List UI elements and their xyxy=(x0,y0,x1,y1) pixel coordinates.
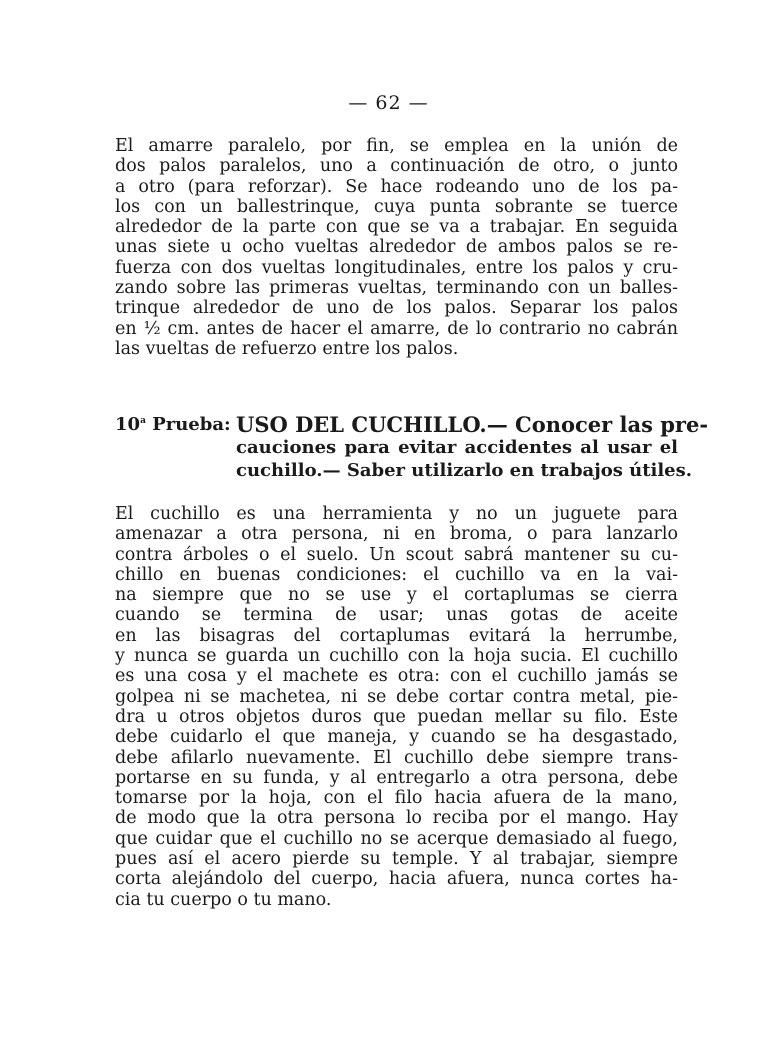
text-line: fuerza con dos vueltas longitudinales, entre los palos y cru- xyxy=(115,257,678,278)
text-line: trinque alrededor de uno de los palos. Separar los palos xyxy=(115,298,678,319)
page-number: — 62 — xyxy=(348,92,429,114)
text-line: alrededor de la parte con que se va a trabajar. En seguida xyxy=(115,217,678,238)
heading-number-suffix: a xyxy=(140,416,146,426)
heading-title xyxy=(236,412,709,482)
text-line: unas siete u ocho vueltas alrededor de ambos palos se re- xyxy=(115,237,678,258)
heading-line: cuchillo.— Saber utilizarlo en trabajos útiles. xyxy=(236,460,693,481)
text-line: en ½ cm. antes de hacer el amarre, de lo contrario no cabrán xyxy=(115,318,678,339)
text-line: debe cuidarlo el que maneja, y cuando se ha desgastado, xyxy=(115,727,678,748)
text-line: a otro (para reforzar). Se hace rodeando uno de los pa- xyxy=(115,176,678,197)
text-line: El amarre paralelo, por fin, se emplea en la unión de xyxy=(115,136,678,156)
text-line: tomarse por la hoja, con el filo hacia afuera de la mano, xyxy=(115,788,678,809)
text-line: El cuchillo es una herramienta y no un juguete para xyxy=(115,504,678,524)
text-line: portarse en su funda, y al entregarlo a otra persona, debe xyxy=(115,767,678,788)
text-line: cia tu cuerpo o tu mano. xyxy=(115,889,332,910)
text-line: debe afilarlo nuevamente. El cuchillo debe siempre trans- xyxy=(115,747,678,768)
text-line: na siempre que no se use y el cortaplumas se cierra xyxy=(115,585,678,606)
text-line: dra u otros objetos duros que puedan mellar su filo. Este xyxy=(115,706,678,727)
text-line: pues así el acero pierde su temple. Y al trabajar, siempre xyxy=(115,849,678,870)
text-line: zando sobre las primeras vueltas, terminando con un balles- xyxy=(115,278,678,299)
heading-number: 10 xyxy=(115,414,141,435)
paragraph-amarre-paralelo xyxy=(115,136,678,359)
text-line: dos palos paralelos, uno a continuación de otro, o junto xyxy=(115,156,678,177)
heading-line: USO DEL CUCHILLO.— Conocer las pre- xyxy=(236,412,709,437)
text-line: amenazar a otra persona, ni en broma, o para lanzarlo xyxy=(115,524,678,545)
heading-label: Prueba: xyxy=(152,414,231,435)
heading-prefix xyxy=(115,413,231,436)
text-line: chillo en buenas condiciones: el cuchillo va en la vai- xyxy=(115,564,678,585)
text-line: de modo que la otra persona lo reciba por el mango. Hay xyxy=(115,808,678,829)
paragraph-cuchillo xyxy=(115,504,678,910)
text-line: y nunca se guarda un cuchillo con la hoja sucia. El cuchillo xyxy=(115,646,678,667)
text-line: contra árboles o el suelo. Un scout sabrá mantener su cu- xyxy=(115,544,678,565)
text-line: las vueltas de refuerzo entre los palos. xyxy=(115,338,459,359)
text-line: en las bisagras del cortaplumas evitará la herrumbe, xyxy=(115,625,678,646)
text-line: cuando se termina de usar; unas gotas de aceite xyxy=(115,605,678,626)
text-line: corta alejándolo del cuerpo, hacia afuera, nunca cortes ha- xyxy=(115,869,678,890)
text-line: es una cosa y el machete es otra: con el cuchillo jamás se xyxy=(115,666,678,687)
text-line: los con un ballestrinque, cuya punta sobrante se tuerce xyxy=(115,196,678,217)
text-line: que cuidar que el cuchillo no se acerque demasiado al fuego, xyxy=(115,828,678,849)
heading-line: cauciones para evitar accidentes al usar el xyxy=(236,437,678,458)
text-line: golpea ni se machetea, ni se debe cortar contra metal, pie- xyxy=(115,686,678,707)
